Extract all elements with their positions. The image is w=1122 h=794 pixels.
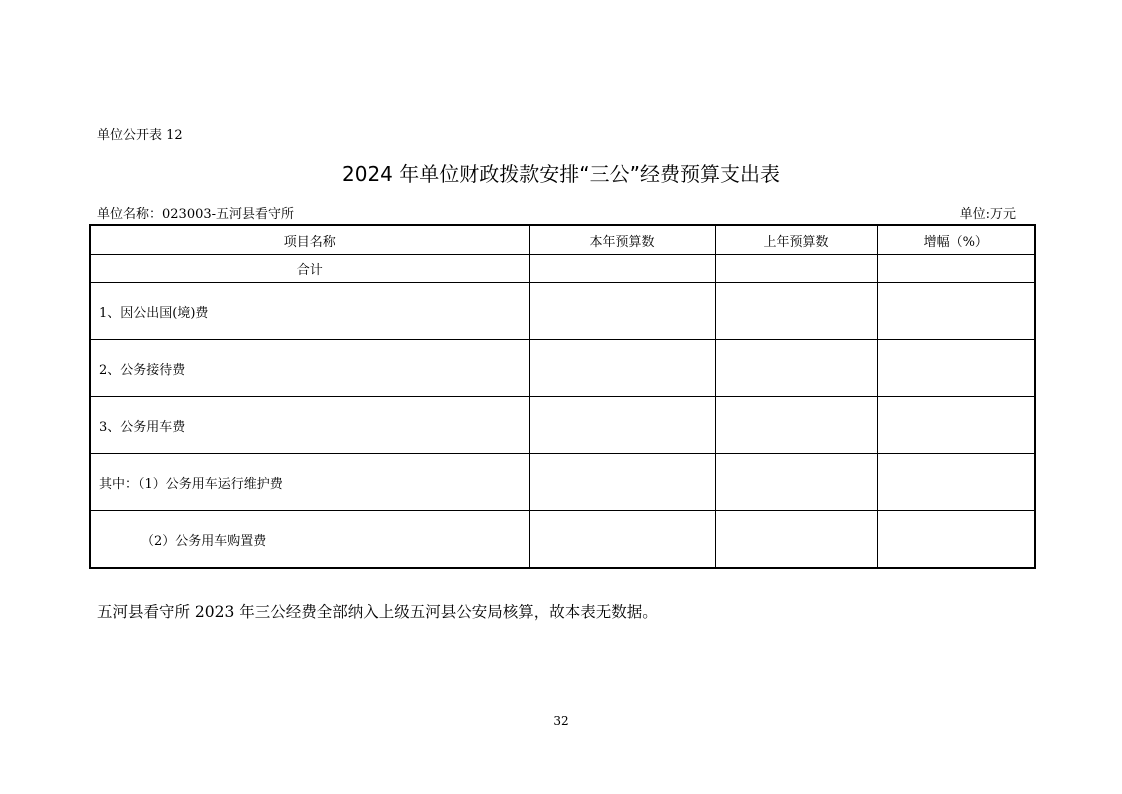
row-label: 2、公务接待费 <box>90 340 529 397</box>
row-label: （2）公务用车购置费 <box>90 511 529 569</box>
row-change <box>877 340 1035 397</box>
table-row <box>90 511 1035 569</box>
table-number: 单位公开表 12 <box>97 128 183 143</box>
row-label: 其中：（1）公务用车运行维护费 <box>90 454 529 511</box>
total-row <box>90 255 1035 283</box>
table-header-row <box>90 225 1035 255</box>
row-change <box>877 454 1035 511</box>
row-current <box>529 283 715 340</box>
row-change <box>877 397 1035 454</box>
row-change <box>877 283 1035 340</box>
currency-unit: 单位:万元 <box>959 207 1016 222</box>
row-previous <box>715 340 877 397</box>
total-previous <box>715 255 877 283</box>
header-current-budget: 本年预算数 <box>529 225 715 255</box>
page-number: 32 <box>553 714 569 728</box>
total-current <box>529 255 715 283</box>
row-previous <box>715 454 877 511</box>
table-row <box>90 340 1035 397</box>
header-previous-budget: 上年预算数 <box>715 225 877 255</box>
row-previous <box>715 511 877 569</box>
row-change <box>877 511 1035 569</box>
budget-table <box>89 224 1036 569</box>
page-title: 2024 年单位财政拨款安排“三公”经费预算支出表 <box>342 162 780 186</box>
row-current <box>529 397 715 454</box>
header-item-name: 项目名称 <box>90 225 529 255</box>
row-label: 1、因公出国(境)费 <box>90 283 529 340</box>
total-label: 合计 <box>90 255 529 283</box>
row-current <box>529 454 715 511</box>
row-previous <box>715 283 877 340</box>
total-change <box>877 255 1035 283</box>
row-previous <box>715 397 877 454</box>
row-label: 3、公务用车费 <box>90 397 529 454</box>
table-row <box>90 397 1035 454</box>
row-current <box>529 340 715 397</box>
table-row <box>90 454 1035 511</box>
table-row <box>90 283 1035 340</box>
row-current <box>529 511 715 569</box>
unit-name: 单位名称：023003-五河县看守所 <box>97 207 295 222</box>
footnote: 五河县看守所 2023 年三公经费全部纳入上级五河县公安局核算，故本表无数据。 <box>97 603 658 621</box>
header-change: 增幅（%） <box>877 225 1035 255</box>
